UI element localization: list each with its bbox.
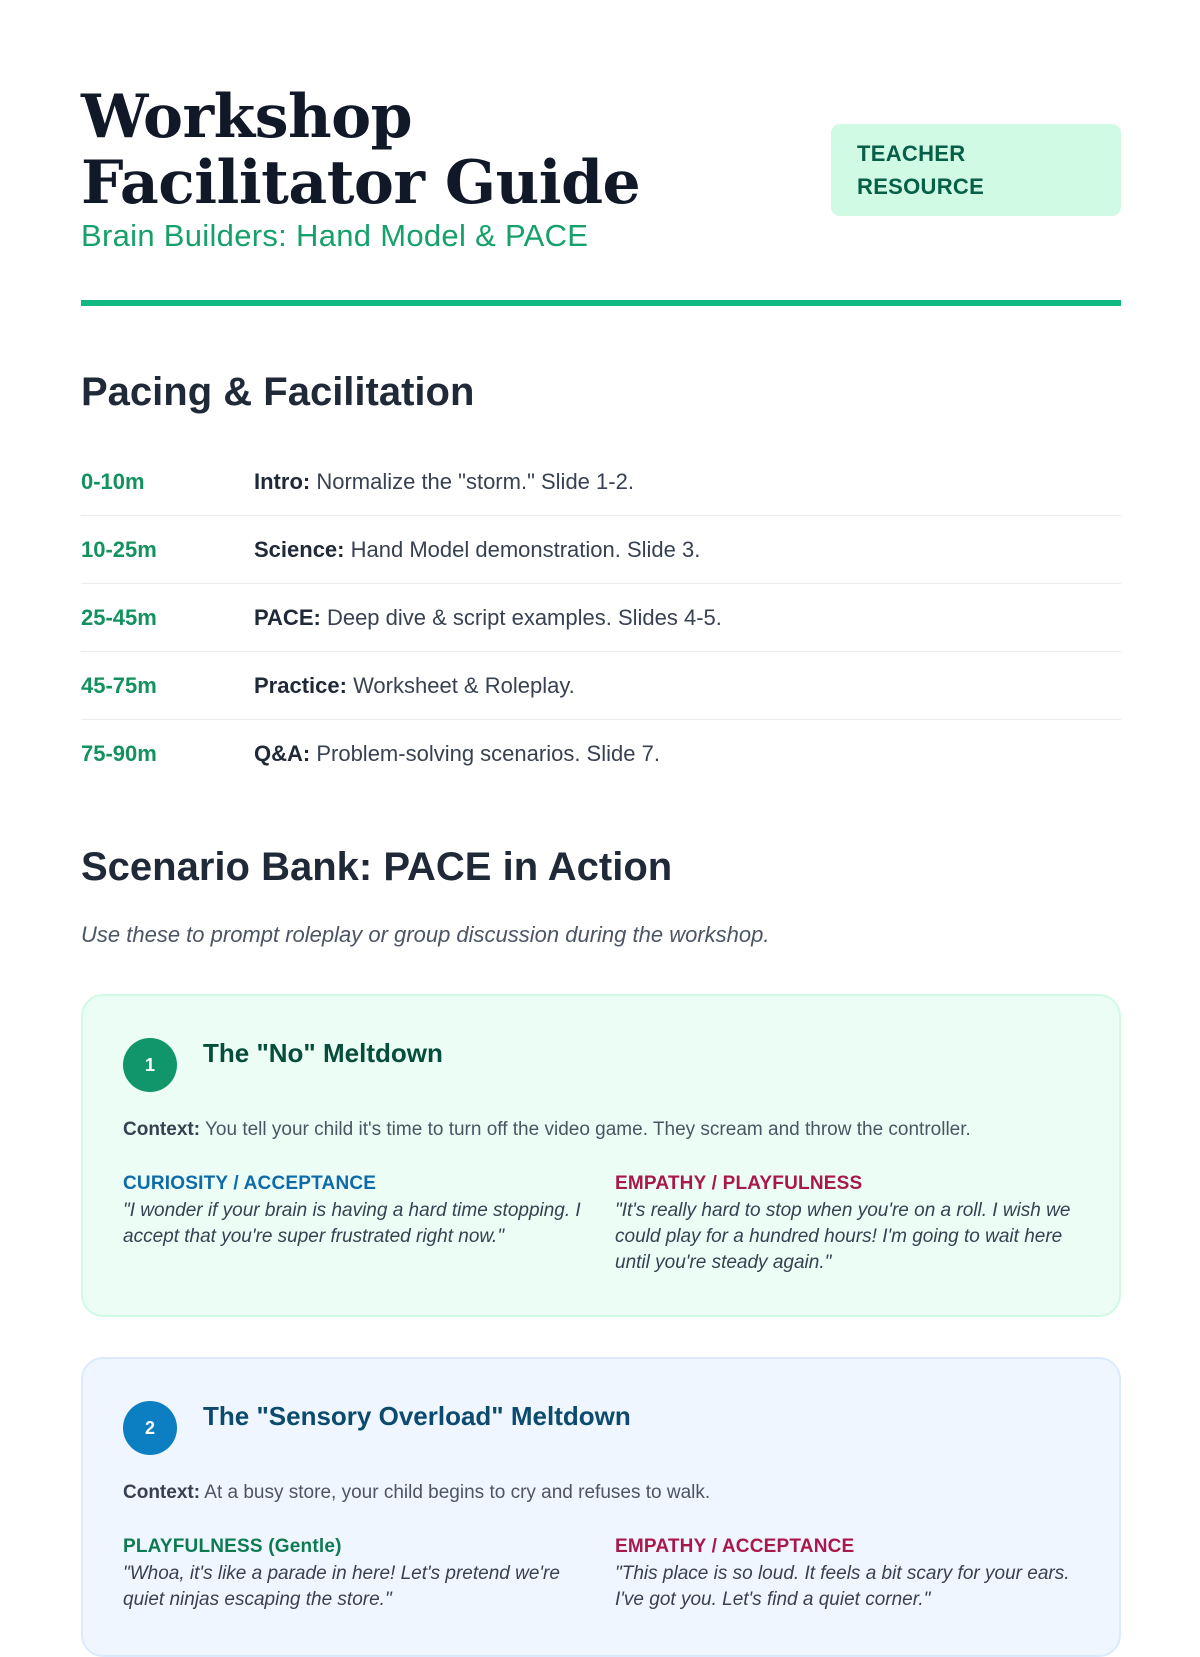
scenario-card xyxy=(81,1357,1121,1657)
pacing-label: Q&A: xyxy=(254,741,311,766)
pacing-label: Science: xyxy=(254,537,345,562)
context-label: Context: xyxy=(123,1119,201,1140)
header-divider xyxy=(81,300,1121,306)
scenario-bank-heading: Scenario Bank: PACE in Action xyxy=(81,845,673,889)
pacing-time: 0-10m xyxy=(81,469,145,494)
guide-header xyxy=(81,84,1121,306)
pacing-description xyxy=(254,740,660,768)
pacing-table xyxy=(81,448,1121,788)
scenario-title: The "Sensory Overload" Meltdown xyxy=(203,1401,631,1431)
pacing-text: Hand Model demonstration. Slide 3. xyxy=(344,537,701,562)
pacing-row xyxy=(81,652,1121,720)
pacing-row xyxy=(81,448,1121,516)
response-label: EMPATHY / ACCEPTANCE xyxy=(615,1536,855,1557)
pacing-time: 10-25m xyxy=(81,537,157,562)
pacing-row xyxy=(81,516,1121,584)
context-label: Context: xyxy=(123,1482,201,1503)
response-label: CURIOSITY / ACCEPTANCE xyxy=(123,1173,377,1194)
response-quote: "This place is so loud. It feels a bit scary for your ears. I've got you. Let's find a quiet corner." xyxy=(615,1563,1070,1610)
response-empathy-playfulness xyxy=(615,1172,1085,1276)
response-label: PLAYFULNESS (Gentle) xyxy=(123,1536,342,1557)
pacing-text: Problem-solving scenarios. Slide 7. xyxy=(310,741,660,766)
pacing-label: PACE: xyxy=(254,605,321,630)
page-subtitle: Brain Builders: Hand Model & PACE xyxy=(81,218,589,253)
response-playfulness-gentle xyxy=(123,1535,583,1613)
response-label: EMPATHY / PLAYFULNESS xyxy=(615,1173,863,1194)
pacing-label: Intro: xyxy=(254,469,311,494)
scenario-card xyxy=(81,994,1121,1317)
pacing-description xyxy=(254,604,722,632)
scenario-number-badge: 2 xyxy=(123,1401,177,1455)
pacing-time: 45-75m xyxy=(81,673,157,698)
page-title: Workshop Facilitator Guide xyxy=(81,82,641,218)
scenario-number-badge: 1 xyxy=(123,1038,177,1092)
scenario-context xyxy=(123,1479,1083,1507)
context-text: You tell your child it's time to turn off the video game. They scream and throw the controller. xyxy=(200,1119,971,1140)
scenario-context xyxy=(123,1116,1083,1144)
pacing-heading: Pacing & Facilitation xyxy=(81,370,475,414)
response-quote: "Whoa, it's like a parade in here! Let's pretend we're quiet ninjas escaping the store." xyxy=(123,1563,560,1610)
response-curiosity-acceptance xyxy=(123,1172,583,1250)
context-text: At a busy store, your child begins to cry and refuses to walk. xyxy=(200,1482,711,1503)
pacing-text: Worksheet & Roleplay. xyxy=(346,673,575,698)
pacing-row xyxy=(81,584,1121,652)
pacing-text: Normalize the "storm." Slide 1-2. xyxy=(310,469,634,494)
pacing-description xyxy=(254,536,700,564)
scenario-intro: Use these to prompt roleplay or group discussion during the workshop. xyxy=(81,922,770,947)
response-quote: "I wonder if your brain is having a hard time stopping. I accept that you're super frustrated right now." xyxy=(123,1200,581,1247)
pacing-text: Deep dive & script examples. Slides 4-5. xyxy=(320,605,722,630)
pacing-row xyxy=(81,720,1121,788)
response-empathy-acceptance xyxy=(615,1535,1085,1613)
teacher-resource-badge: TEACHER RESOURCE xyxy=(831,124,1121,216)
scenario-title: The "No" Meltdown xyxy=(203,1038,443,1068)
pacing-description xyxy=(254,672,575,700)
pacing-label: Practice: xyxy=(254,673,347,698)
facilitator-guide-page xyxy=(81,0,1121,1610)
pacing-time: 75-90m xyxy=(81,741,157,766)
pacing-time: 25-45m xyxy=(81,605,157,630)
response-quote: "It's really hard to stop when you're on a roll. I wish we could play for a hundred hours! I'm going to wait here until you're steady again." xyxy=(615,1200,1071,1273)
pacing-description xyxy=(254,468,634,496)
